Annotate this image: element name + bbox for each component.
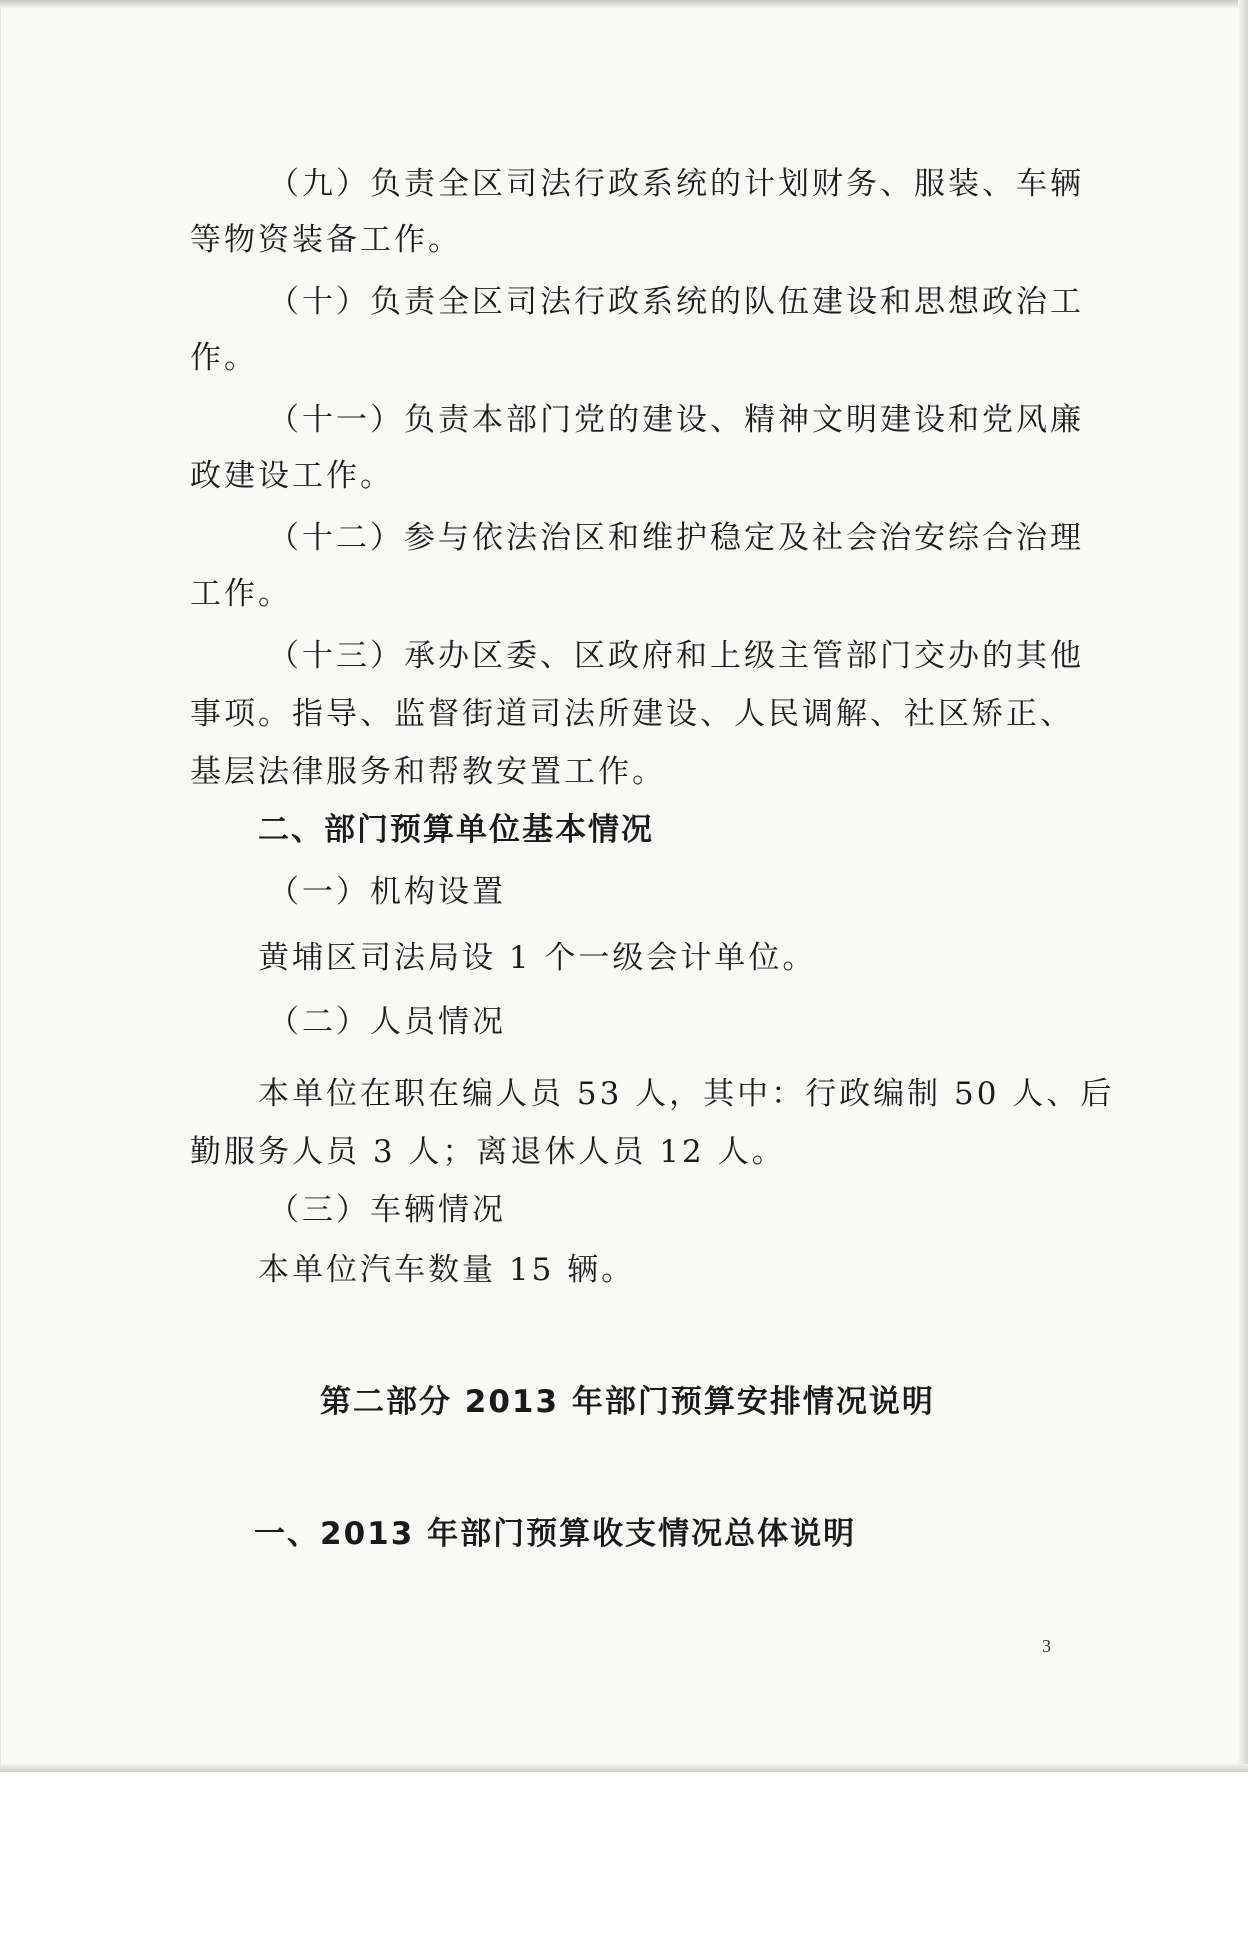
subheading-vehicles: （三）车辆情况 [268,1192,506,1228]
paragraph-item-9-line-2: 等物资装备工作。 [190,222,462,258]
page-number: 3 [1042,1636,1051,1656]
paragraph-item-9-line-1: （九）负责全区司法行政系统的计划财务、服装、车辆 [268,166,1084,202]
paragraph-personnel-line-1: 本单位在职在编人员 53 人，其中：行政编制 50 人、后 [258,1076,1115,1112]
paragraph-item-10-line-1: （十）负责全区司法行政系统的队伍建设和思想政治工 [268,284,1084,320]
paragraph-item-13-line-2: 事项。指导、监督街道司法所建设、人民调解、社区矫正、 [190,696,1074,732]
scan-right-edge [1238,0,1248,1772]
paragraph-personnel-line-2: 勤服务人员 3 人；离退休人员 12 人。 [190,1134,786,1170]
paragraph-item-11-line-2: 政建设工作。 [190,458,394,494]
paragraph-item-13-line-3: 基层法律服务和帮教安置工作。 [190,754,666,790]
paragraph-item-13-line-1: （十三）承办区委、区政府和上级主管部门交办的其他 [268,638,1084,674]
paragraph-item-11-line-1: （十一）负责本部门党的建设、精神文明建设和党风廉 [268,402,1084,438]
scan-bottom-edge [0,1764,1248,1772]
paragraph-item-12-line-1: （十二）参与依法治区和维护稳定及社会治安综合治理 [268,520,1084,556]
section-heading-basic-info: 二、部门预算单位基本情况 [258,812,654,848]
subheading-organization: （一）机构设置 [268,874,506,910]
section-heading-budget-overview: 一、2013 年部门预算收支情况总体说明 [254,1516,857,1552]
subheading-personnel: （二）人员情况 [268,1004,506,1040]
scan-top-edge [0,0,1248,8]
paragraph-item-12-line-2: 工作。 [190,576,292,612]
part-two-title: 第二部分 2013 年部门预算安排情况说明 [320,1384,935,1420]
paragraph-item-10-line-2: 作。 [190,340,258,376]
paragraph-organization: 黄埔区司法局设 1 个一级会计单位。 [258,940,817,976]
paragraph-vehicles: 本单位汽车数量 15 辆。 [258,1252,636,1288]
